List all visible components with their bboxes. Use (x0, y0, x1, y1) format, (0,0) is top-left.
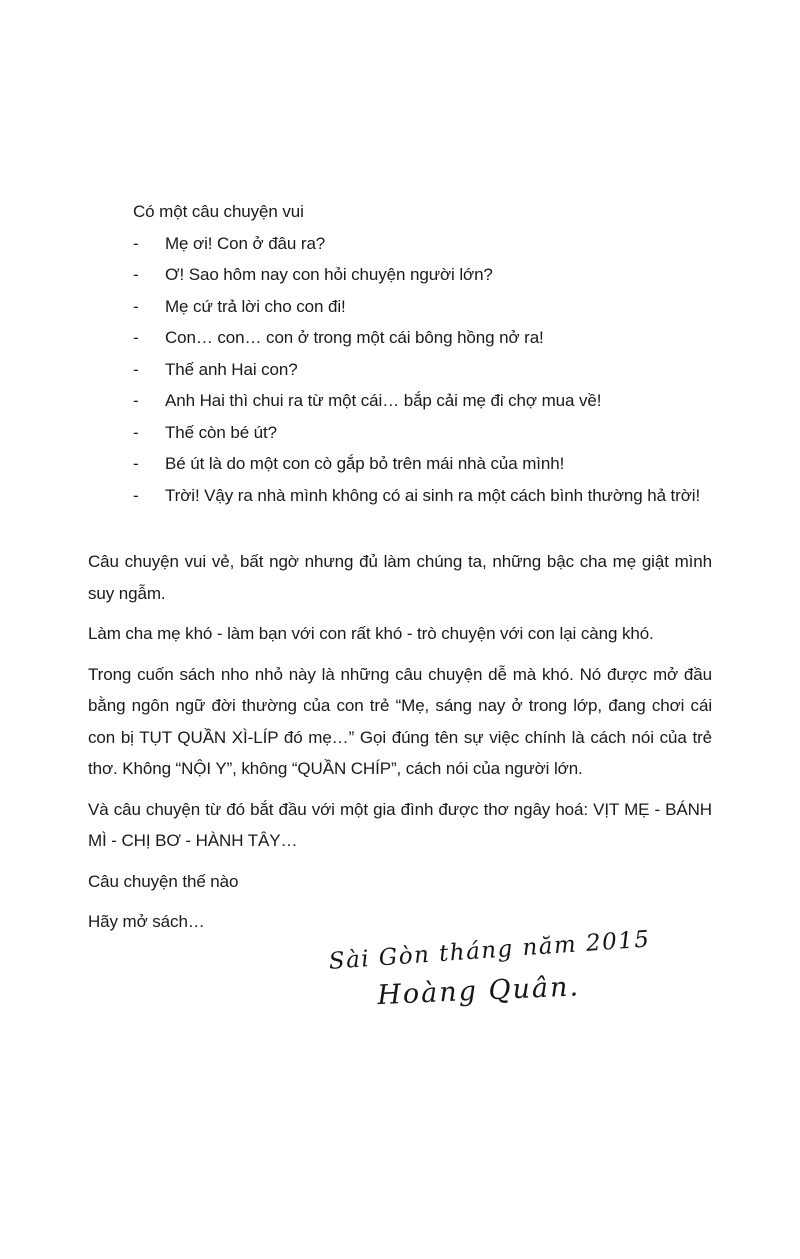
paragraph: Câu chuyện vui vẻ, bất ngờ nhưng đủ làm chúng ta, những bậc cha mẹ giật mình suy ngẫm. (88, 552, 712, 603)
dialogue-row (133, 259, 712, 291)
dialogue-row (133, 417, 712, 449)
paragraph: Hãy mở sách… (88, 912, 205, 931)
dash-bullet: - (133, 359, 139, 379)
signature-name: Hoàng Quân. (376, 971, 581, 1012)
dash-bullet: - (133, 454, 139, 473)
paragraph: Trong cuốn sách nho nhỏ này là những câu chuyện dễ mà khó. Nó được mở đầu bằng ngôn ngữ đời thường của con trẻ “Mẹ, sáng nay ở trong lớp, đang chơi cái con bị TỤT QUẦN XÌ-LÍP đó mẹ…” Gọi đúng tên sự việc chính là cách nói của trẻ thơ. Không “NỘI Y”, không “QUẦN CHÍP”, cách nói của người lớn. (88, 664, 712, 778)
dialogue-list (88, 228, 712, 512)
dialogue-text: Trời! Vậy ra nhà mình không có ai sinh ra một cách bình thường hả trời! (165, 485, 701, 505)
dialogue-row (133, 322, 712, 354)
dialogue-row (133, 228, 712, 260)
body-paragraphs (88, 546, 712, 938)
paragraph: Câu chuyện thế nào (88, 871, 239, 891)
dash-bullet: - (133, 328, 139, 347)
dialogue-row (133, 291, 712, 323)
signature-place-date: Sài Gòn tháng năm 2015 (327, 926, 652, 975)
dialogue-text: Ơ! Sao hôm nay con hỏi chuyện người lớn? (165, 265, 493, 284)
dialogue-text: Thế anh Hai con? (165, 359, 298, 379)
dialogue-text: Thế còn bé út? (165, 422, 278, 442)
dash-bullet: - (133, 422, 139, 442)
dialogue-row (133, 480, 712, 512)
paragraph: Làm cha mẹ khó - làm bạn với con rất khó - trò chuyện với con lại càng khó. (88, 624, 654, 643)
page-content (88, 196, 712, 947)
dialogue-text: Bé út là do một con cò gắp bỏ trên mái nhà của mình! (165, 454, 565, 473)
dialogue-text: Mẹ cứ trả lời cho con đi! (165, 296, 346, 316)
dash-bullet: - (133, 391, 139, 410)
dialogue-row (133, 448, 712, 480)
dialogue-row (133, 385, 712, 417)
dialogue-row (133, 354, 712, 386)
dialogue-text: Mẹ ơi! Con ở đâu ra? (165, 233, 326, 253)
intro-line: Có một câu chuyện vui (133, 202, 304, 221)
dash-bullet: - (133, 296, 139, 316)
dialogue-text: Con… con… con ở trong một cái bông hồng nở ra! (165, 328, 544, 347)
dash-bullet: - (133, 265, 139, 284)
dash-bullet: - (133, 233, 139, 253)
paragraph: Và câu chuyện từ đó bắt đầu với một gia đình được thơ ngây hoá: VỊT MẸ - BÁNH MÌ - CHỊ BƠ - HÀNH TÂY… (88, 799, 712, 850)
dialogue-text: Anh Hai thì chui ra từ một cái… bắp cải mẹ đi chợ mua về! (165, 391, 602, 410)
dash-bullet: - (133, 485, 139, 505)
